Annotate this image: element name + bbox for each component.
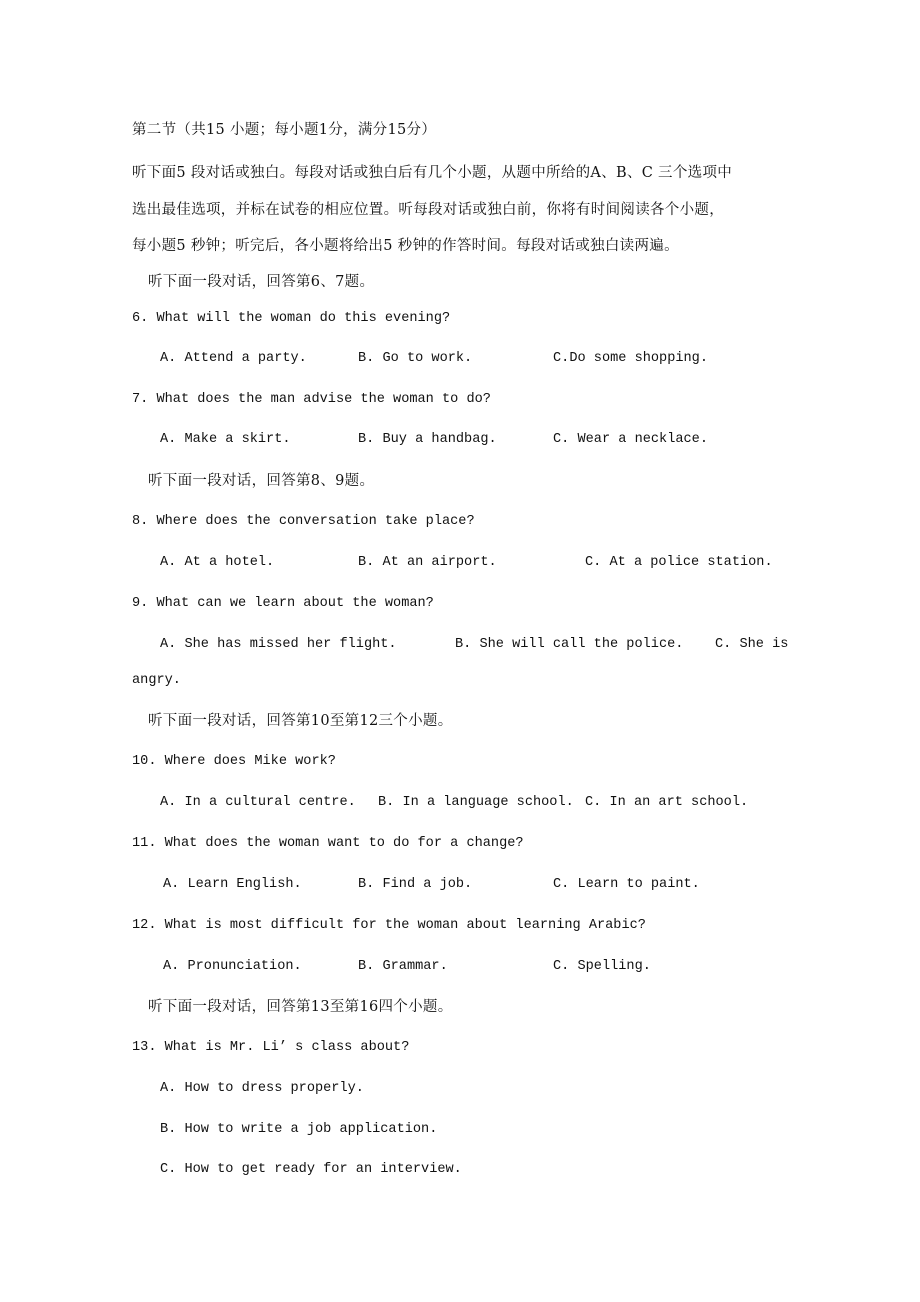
option-b: B. Go to work. — [358, 351, 473, 366]
option-a: A. Attend a party. — [160, 351, 307, 366]
option-c: C. She is — [715, 637, 789, 652]
option-c: C.Do some shopping. — [553, 351, 708, 366]
instructions-line: 每小题5 秒钟；听完后，各小题将给出5 秒钟的作答时间。每段对话或独白读两遍。 — [132, 238, 679, 254]
question-8: 8. Where does the conversation take place? — [132, 514, 475, 529]
option-c-continued: angry. — [132, 673, 181, 688]
option-b: B. Find a job. — [358, 877, 473, 892]
listening-prompt: 听下面一段对话，回答第10至第12三个小题。 — [148, 713, 453, 729]
question-13: 13. What is Mr. Li’ s class about? — [132, 1040, 410, 1055]
option-a: A. She has missed her flight. — [160, 637, 397, 652]
listening-prompt: 听下面一段对话，回答第6、7题。 — [148, 274, 375, 290]
instructions-line: 听下面5 段对话或独白。每段对话或独白后有几个小题，从题中所给的A、B、C 三个选项中 — [132, 165, 733, 181]
listening-prompt: 听下面一段对话，回答第13至第16四个小题。 — [148, 999, 453, 1015]
question-9: 9. What can we learn about the woman? — [132, 596, 434, 611]
option-c: C. Wear a necklace. — [553, 432, 708, 447]
option-a: A. How to dress properly. — [160, 1081, 364, 1096]
question-11: 11. What does the woman want to do for a change? — [132, 836, 524, 851]
question-7: 7. What does the man advise the woman to do? — [132, 392, 491, 407]
question-10: 10. Where does Mike work? — [132, 754, 336, 769]
option-b: B. In a language school. — [378, 795, 574, 810]
section-title: 第二节（共15 小题；每小题1分，满分15分） — [132, 122, 437, 138]
question-12: 12. What is most difficult for the woman about learning Arabic? — [132, 918, 646, 933]
option-a: A. Learn English. — [163, 877, 302, 892]
option-c: C. Spelling. — [553, 959, 651, 974]
option-b: B. At an airport. — [358, 555, 497, 570]
listening-prompt: 听下面一段对话，回答第8、9题。 — [148, 473, 375, 489]
option-a: A. Pronunciation. — [163, 959, 302, 974]
option-c: C. Learn to paint. — [553, 877, 700, 892]
option-a: A. At a hotel. — [160, 555, 275, 570]
option-b: B. How to write a job application. — [160, 1122, 438, 1137]
option-b: B. Grammar. — [358, 959, 448, 974]
option-b: B. Buy a handbag. — [358, 432, 497, 447]
option-c: C. At a police station. — [585, 555, 773, 570]
option-a: A. In a cultural centre. — [160, 795, 356, 810]
option-b: B. She will call the police. — [455, 637, 684, 652]
option-c: C. In an art school. — [585, 795, 749, 810]
instructions-line: 选出最佳选项，并标在试卷的相应位置。听每段对话或独白前，你将有时间阅读各个小题， — [132, 202, 724, 218]
option-c: C. How to get ready for an interview. — [160, 1162, 462, 1177]
question-6: 6. What will the woman do this evening? — [132, 311, 451, 326]
option-a: A. Make a skirt. — [160, 432, 291, 447]
